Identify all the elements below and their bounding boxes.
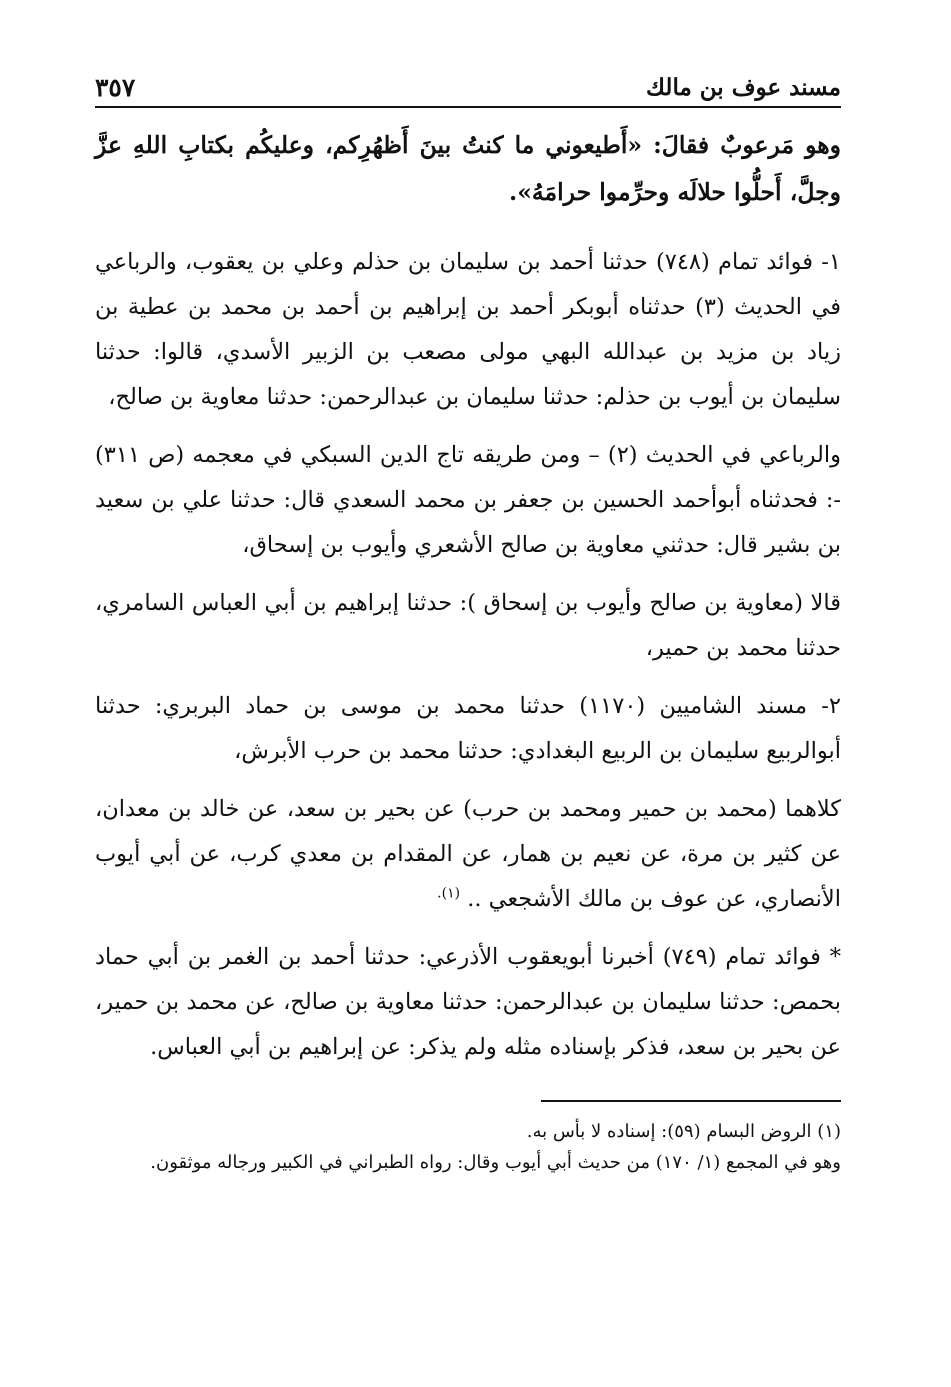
takhrij-paragraph-6: * فوائد تمام (٧٤٩) أخبرنا أبويعقوب الأذرعي: حدثنا أحمد بن الغمر بن أبي حماد بحمص: حدثنا سليمان بن عبدالرحمن: حدثنا معاوية بن صالح، عن محمد بن حمير، عن بحير بن سعد، فذكر بإسناده مثله ولم يذكر: عن إبراهيم بن أبي العباس.	[95, 944, 842, 1060]
takhrij-paragraph-2: والرباعي في الحديث (٢) – ومن طريقه تاج الدين السبكي في معجمه (ص ٣١١) -: فحدثناه أبوأحمد الحسين بن جعفر بن محمد السعدي قال: حدثنا علي بن سعيد بن بشير قال: حدثني معاوية بن صالح الأشعري وأيوب بن إسحاق،	[95, 442, 841, 558]
takhrij-paragraph-5	[95, 787, 841, 922]
running-title: مسند عوف بن مالك	[646, 74, 841, 101]
takhrij-paragraph-4: ٢- مسند الشاميين (١١٧٠) حدثنا محمد بن موسى بن حماد البربري: حدثنا أبوالربيع سليمان بن الربيع البغدادي: حدثنا محمد بن حرب الأبرش،	[95, 693, 841, 764]
book-page	[95, 72, 841, 1178]
main-text	[95, 122, 841, 1070]
takhrij-paragraph-1: ١- فوائد تمام (٧٤٨) حدثنا أحمد بن سليمان بن حذلم وعلي بن يعقوب، والرباعي في الحديث (٣) حدثناه أبوبكر أحمد بن إبراهيم بن أحمد بن محمد بن عطية بن زياد بن مزيد بن عبدالله البهي مولى مصعب بن الزبير الأسدي، قالوا: حدثنا سليمان بن أيوب بن حذلم: حدثنا سليمان بن عبدالرحمن: حدثنا معاوية بن صالح،	[95, 249, 842, 410]
hadith-text-paragraph: وهو مَرعوبٌ فقالَ: «أَطيعوني ما كنتُ بينَ أَظهُرِكم، وعليكُم بكتابِ اللهِ عزَّ وجلَّ، أَحلُّوا حلالَه وحرِّموا حرامَهُ».	[95, 131, 841, 206]
footnote-reference: (١).	[437, 885, 461, 902]
page-header	[95, 72, 841, 108]
takhrij-paragraph-5-text: كلاهما (محمد بن حمير ومحمد بن حرب) عن بحير بن سعد، عن خالد بن معدان، عن كثير بن مرة، عن نعيم بن همار، عن المقدام بن معدي كرب، عن أبي أيوب الأنصاري، عن عوف بن مالك الأشجعي ..	[95, 796, 842, 912]
page-number: ٣٥٧	[95, 73, 136, 102]
footnotes	[95, 1116, 841, 1178]
footnote-separator	[541, 1100, 841, 1102]
footnote-line-2: وهو في المجمع (١/ ١٧٠) من حديث أبي أيوب وقال: رواه الطبراني في الكبير ورجاله موثقون.	[150, 1152, 841, 1173]
takhrij-paragraph-3: قالا (معاوية بن صالح وأيوب بن إسحاق ): حدثنا إبراهيم بن أبي العباس السامري، حدثنا محمد بن حمير،	[95, 590, 841, 661]
footnote-line-1: (١) الروض البسام (٥٩): إسناده لا بأس به.	[526, 1121, 841, 1142]
